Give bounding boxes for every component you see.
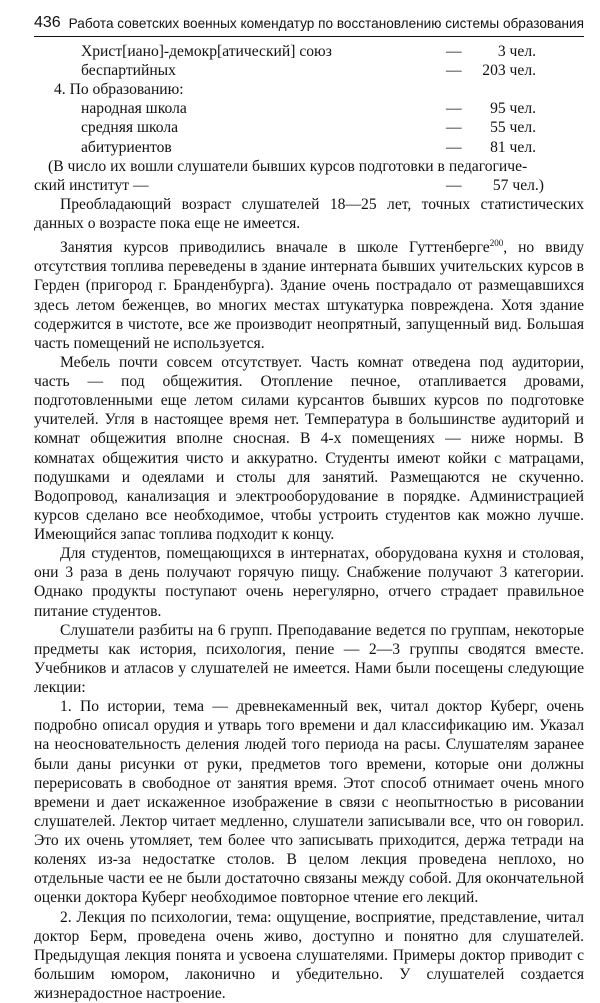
stat-row [34, 99, 584, 118]
stat-row [34, 138, 584, 157]
education-heading-row [34, 80, 584, 99]
stat-label: абитуриентов [81, 138, 172, 157]
premises-text-b: , но ввиду отсутствия топлива переведены в здание интерната бывших учительских курсов в Герден (пригород г. Бранденбурга). Здание очень пострадало от размещавшихся здесь летом беженцев, во многих местах штукатурка повреждена. Хотя здание содержится в чистоте, все же производит неопрятный, запущенный вид. Большая часть помещений не используется. [34, 239, 584, 352]
note-text: ский институт — [34, 176, 149, 195]
education-note [34, 157, 584, 195]
page-number: 436 [34, 14, 61, 32]
stat-value: 3 чел. [498, 42, 536, 61]
stat-value: 203 чел. [482, 61, 536, 80]
education-list [34, 80, 584, 156]
page-body [34, 42, 584, 1003]
stat-label: Христ[иано]-демокр[атический] союз [81, 42, 332, 61]
paragraph-furniture: Мебель почти совсем отсутствует. Часть комнат отведена под аудитории, часть — под общежития. Отопление печное, отапливается дровами, подготовленными еще летом силами курсантов бывших курсов по подготовке учителей. Угля в настоящее время нет. Температура в большинстве аудиторий и комнат общежития вполне сносная. В 4-х помещениях — ниже нормы. В комнатах общежития чисто и аккуратно. Студенты имеют койки с матрацами, подушками и одеялами и столы для занятий. Размещаются не скученно. Водопровод, канализация и электрооборудование в порядке. Администрацией курсов сделано все необходимое, чтобы устроить студентов как можно лучше. Имеющийся запас топлива подходит к концу. [34, 353, 584, 544]
party-list [34, 42, 584, 80]
paragraph-lecture-1: 1. По истории, тема — древнекаменный век, читал доктор Куберг, очень подробно описал орудия и утварь того времени и дал классификацию им. Указал на неосновательность деления людей того периода на расы. Слушателям заранее были даны рисунки от руки, предметов того времени, которые они должны перерисовать в свободное от занятия время. Этот способ отнимает очень много времени и дает искаженное изображение в связи с неопытностью в рисовании слушателей. Лектор читает медленно, слушатели записывали все, что он говорил. Это их очень утомляет, тем более что записывать приходится, держа тетради на коленях из-за недостатке столов. В целом лекция проведена неплохо, но отдельные части ее не были достаточно связаны между собой. Для окончательной оценки доктора Куберг необходимое повторное чтение его лекций. [34, 697, 584, 907]
paragraph-groups: Слушатели разбиты на 6 групп. Преподавание ведется по группам, некоторые предметы как история, психология, пение — 2—3 группы сводятся вместе. Учебников и атласов у слушателей не имеется. Нами были посещены следующие лекции: [34, 621, 584, 698]
stat-dash: — [446, 42, 462, 61]
running-title: Работа советских военных комендатур по восстановлению системы образования [69, 16, 584, 31]
stat-dash: — [446, 138, 462, 157]
stat-label: народная школа [81, 99, 187, 118]
paragraph-lecture-2: 2. Лекция по психологии, тема: ощущение, восприятие, представление, читал доктор Берм, проведена очень живо, доступно и понятно для слушателей. Предыдущая лекция понята и усвоена слушателями. Примеры доктор приводит с большим юмором, лаконично и убедительно. У слушателей создается жизнерадостное настроение. [34, 908, 584, 1003]
stat-label: беспартийных [81, 61, 176, 80]
note-line [34, 176, 584, 195]
page-header [34, 12, 584, 37]
stat-dash: — [446, 99, 462, 118]
stat-value: 81 чел. [490, 138, 536, 157]
stat-label: средняя школа [81, 118, 178, 137]
premises-text-a: Занятия курсов приводились вначале в школе Гуттенберге [60, 239, 490, 256]
paragraph-food: Для студентов, помещающихся в интернатах, оборудована кухня и столовая, они 3 раза в день получают горячую пищу. Снабжение получают 3 категории. Однако продукты поступают очень нерегулярно, отчего страдает правильное питание студентов. [34, 544, 584, 621]
stat-dash: — [446, 118, 462, 137]
stat-dash: — [446, 176, 462, 195]
note-line: (В число их вошли слушатели бывших курсов подготовки в педагогиче- [34, 157, 584, 176]
stat-dash: — [446, 61, 462, 80]
paragraph-premises [34, 238, 584, 353]
stat-row [34, 61, 584, 80]
education-heading: 4. По образованию: [54, 80, 184, 99]
stat-value: 55 чел. [490, 118, 536, 137]
footnote-marker[interactable]: 200 [490, 238, 504, 248]
paragraph-age: Преобладающий возраст слушателей 18—25 лет, точных статистических данных о возрасте пока еще не имеется. [34, 195, 584, 233]
stat-value: 95 чел. [490, 99, 536, 118]
stat-row [34, 118, 584, 137]
stat-value: 57 чел.) [493, 176, 544, 195]
stat-row [34, 42, 584, 61]
